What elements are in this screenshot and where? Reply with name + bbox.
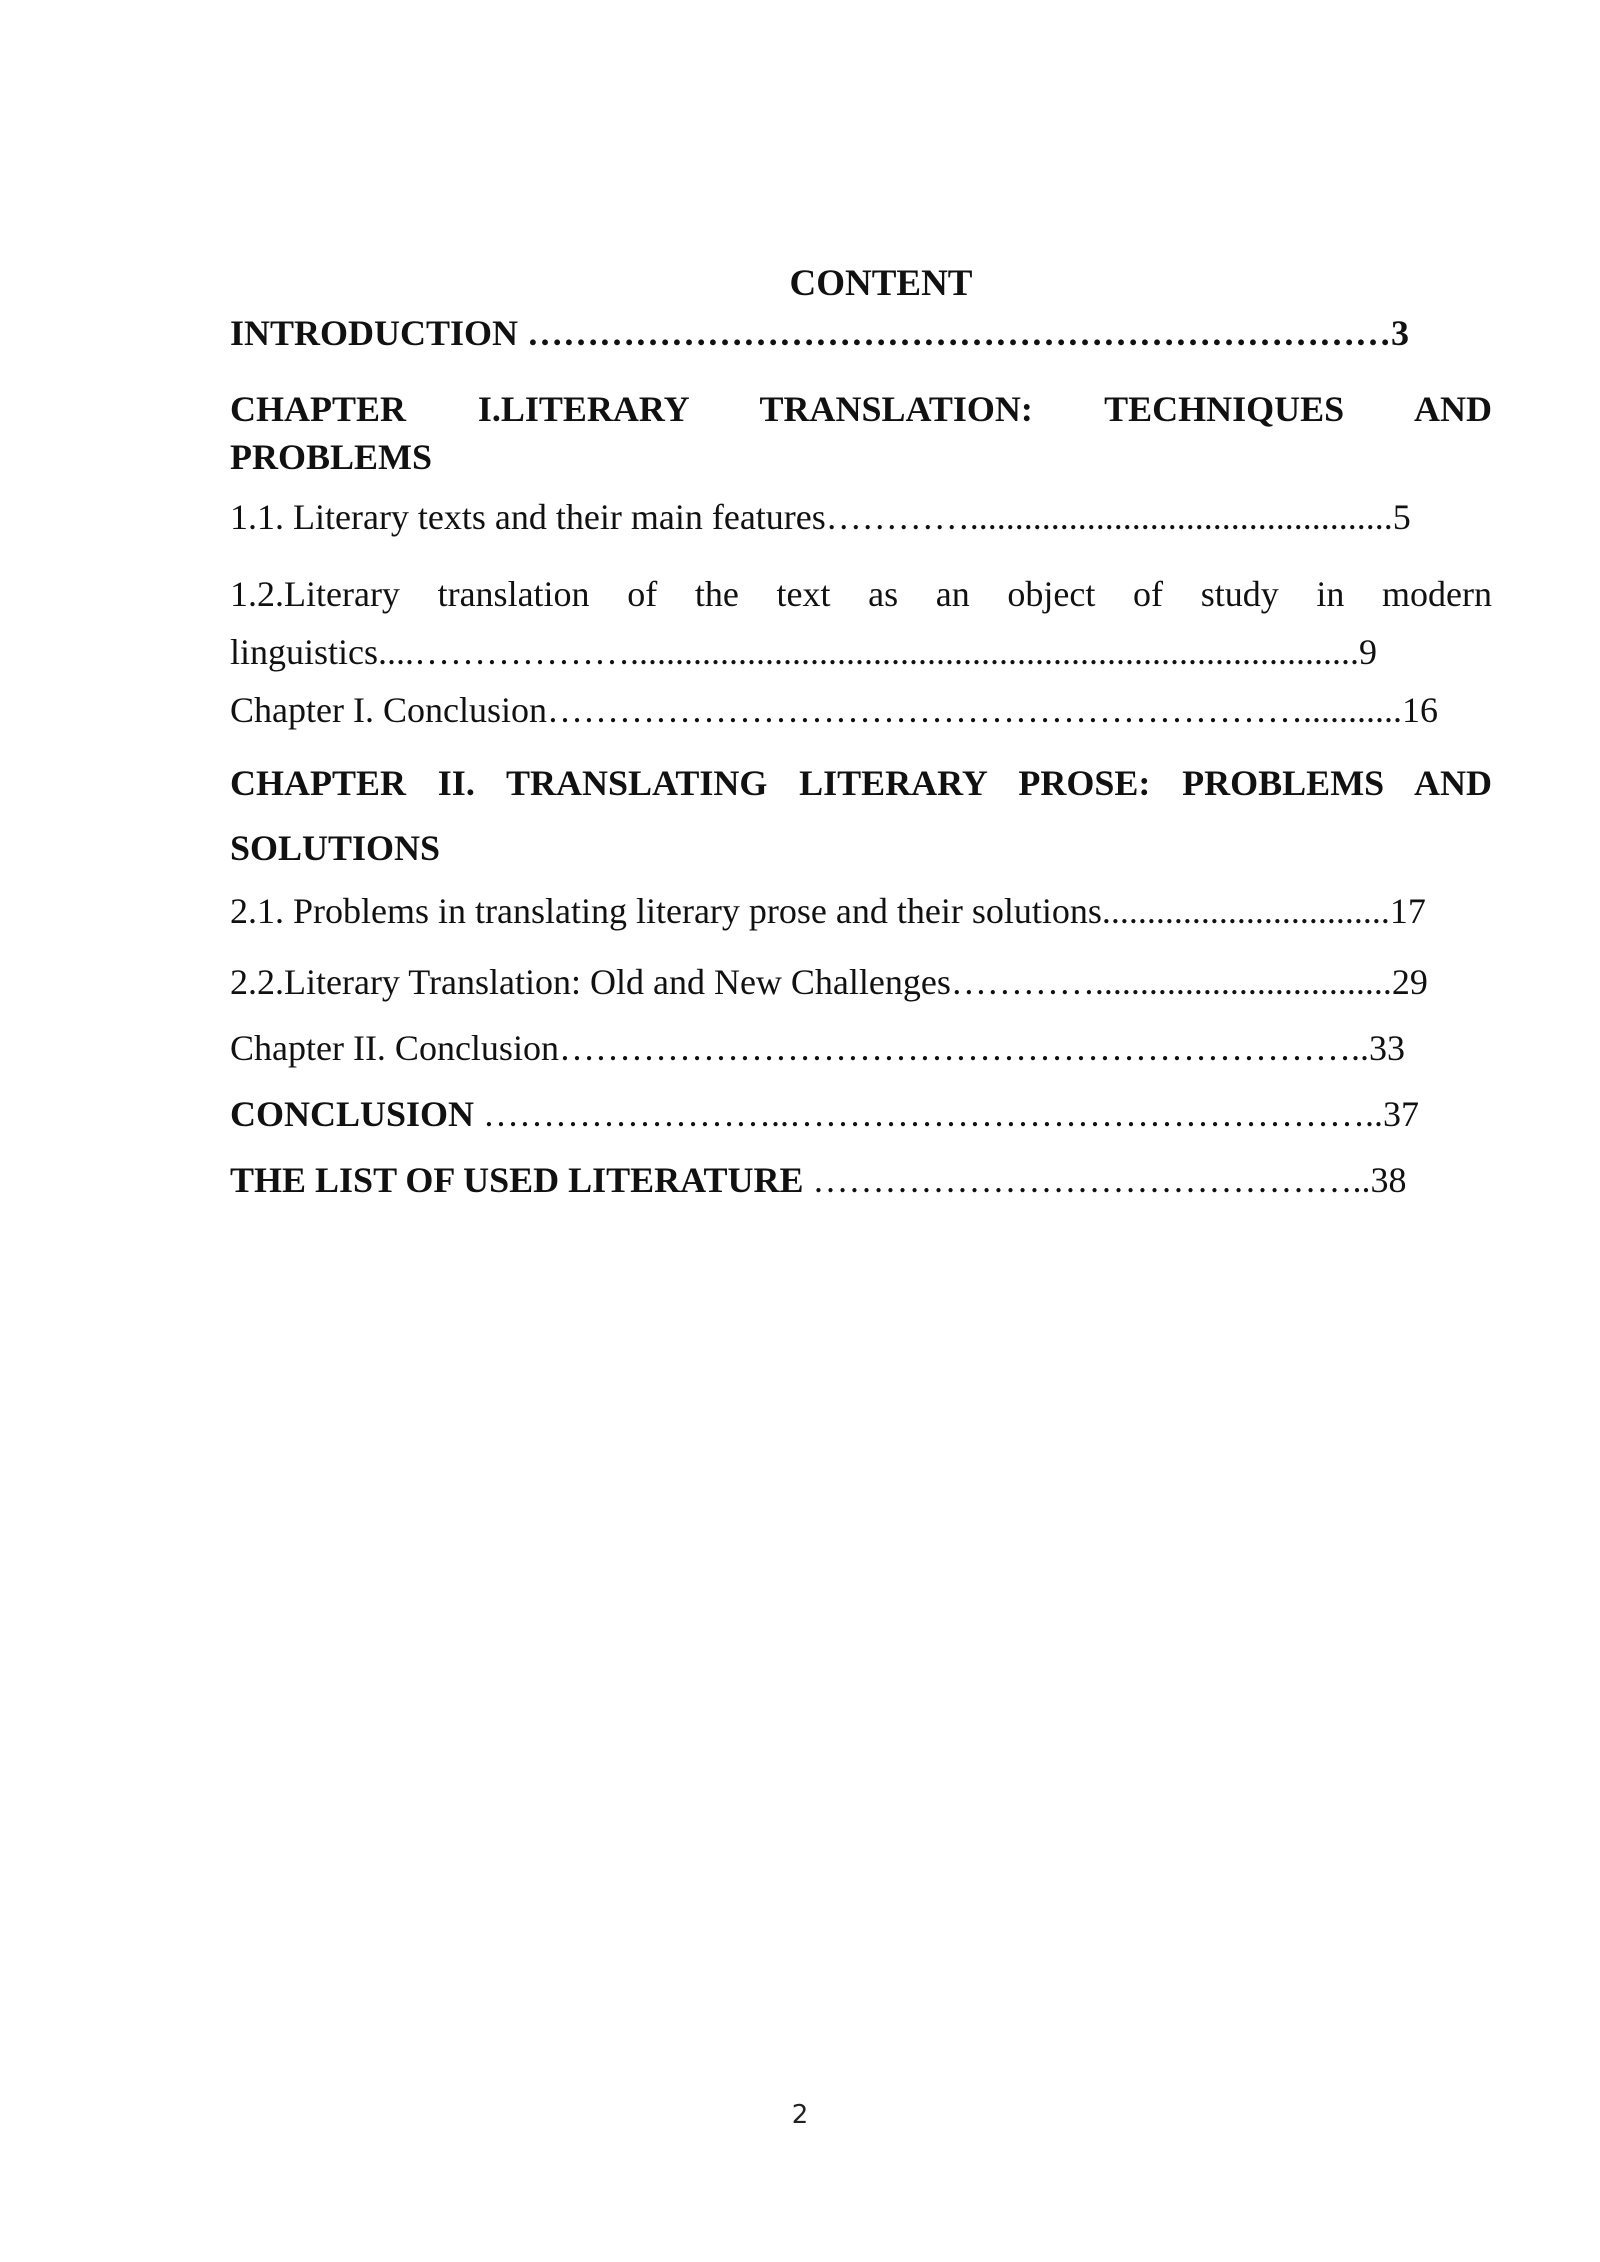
toc-entry-section-2-2: 2.2.Literary Translation: Old and New Challenges………….................................29 (230, 962, 1428, 1002)
toc-entry-introduction: INTRODUCTION ………………………………………………………………3 (230, 313, 1410, 353)
toc-entry-chapter-2-line-2: SOLUTIONS (230, 828, 441, 868)
toc-entry-literature-label: THE LIST OF USED LITERATURE (230, 1160, 804, 1200)
toc-entry-literature (230, 1157, 1492, 1203)
toc-entry-section-2-1: 2.1. Problems in translating literary prose and their solutions................................17 (230, 891, 1426, 931)
toc-entry-chapter-1-conclusion: Chapter I. Conclusion………………………………………………………...........16 (230, 690, 1438, 730)
toc-entry-chapter-2-conclusion: Chapter II. Conclusion…………………………………………………………..33 (230, 1028, 1405, 1068)
table-of-contents (230, 258, 1492, 1203)
toc-entry-conclusion-label: CONCLUSION (230, 1094, 475, 1134)
toc-entry-section-1-2-line-2: linguistics....……………….................................................................................9 (230, 632, 1378, 672)
toc-entry-section-1-1: 1.1. Literary texts and their main features…………...............................................5 (230, 497, 1411, 537)
page-number: 2 (791, 2100, 809, 2130)
toc-title: CONTENT (789, 263, 973, 304)
toc-entry-conclusion (230, 1091, 1492, 1137)
toc-entry-literature-leader: ………………………………………..38 (803, 1160, 1407, 1200)
toc-entry-chapter-1-line-2: PROBLEMS (230, 437, 433, 477)
toc-entry-chapter-1-line-1: CHAPTER I.LITERARY TRANSLATION: TECHNIQUES AND (230, 389, 1492, 429)
toc-entry-chapter-2-line-1: CHAPTER II. TRANSLATING LITERARY PROSE: PROBLEMS AND (230, 763, 1492, 803)
toc-entry-section-1-2-line-1: 1.2.Literary translation of the text as an object of study in modern (230, 574, 1492, 614)
toc-entry-conclusion-leader: ……………………..…………………………………………..37 (474, 1094, 1420, 1134)
